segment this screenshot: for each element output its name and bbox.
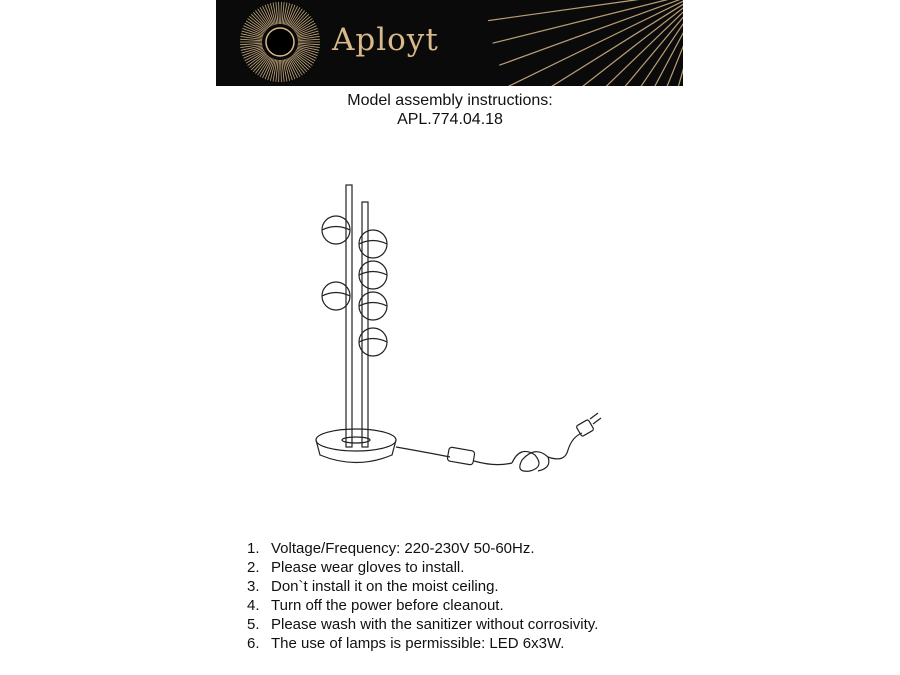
led-globe-icon (359, 261, 387, 289)
instruction-item (247, 539, 598, 558)
instruction-text: Don`t install it on the moist ceiling. (271, 578, 499, 595)
instruction-number: 1. (247, 540, 260, 557)
instruction-text: Voltage/Frequency: 220-230V 50-60Hz. (271, 540, 535, 557)
instruction-item (247, 596, 598, 615)
inline-switch-icon (447, 447, 475, 465)
page-title: Model assembly instructions: (347, 92, 553, 109)
brand-banner (216, 0, 683, 86)
instruction-number: 2. (247, 559, 260, 576)
instruction-item (247, 577, 598, 596)
brand-name: Aployt (332, 22, 439, 58)
instruction-item (247, 558, 598, 577)
instruction-number: 3. (247, 578, 260, 595)
instruction-text: Turn off the power before cleanout. (271, 597, 504, 614)
instruction-text: The use of lamps is permissible: LED 6x3W. (271, 635, 565, 652)
instruction-list (247, 539, 598, 653)
power-plug-icon (576, 413, 601, 437)
instruction-item (247, 634, 598, 653)
model-number: APL.774.04.18 (397, 111, 503, 128)
led-globe-icon (359, 328, 387, 356)
instruction-number: 6. (247, 635, 260, 652)
led-globe-icon (359, 292, 387, 320)
instruction-item (247, 615, 598, 634)
instruction-number: 5. (247, 616, 260, 633)
instruction-text: Please wash with the sanitizer without corrosivity. (271, 616, 599, 633)
table-lamp-illustration (290, 175, 620, 495)
led-globe-icon (359, 230, 387, 258)
sunburst-logo-icon (216, 0, 683, 86)
instruction-text: Please wear gloves to install. (271, 559, 465, 576)
instruction-number: 4. (247, 597, 260, 614)
